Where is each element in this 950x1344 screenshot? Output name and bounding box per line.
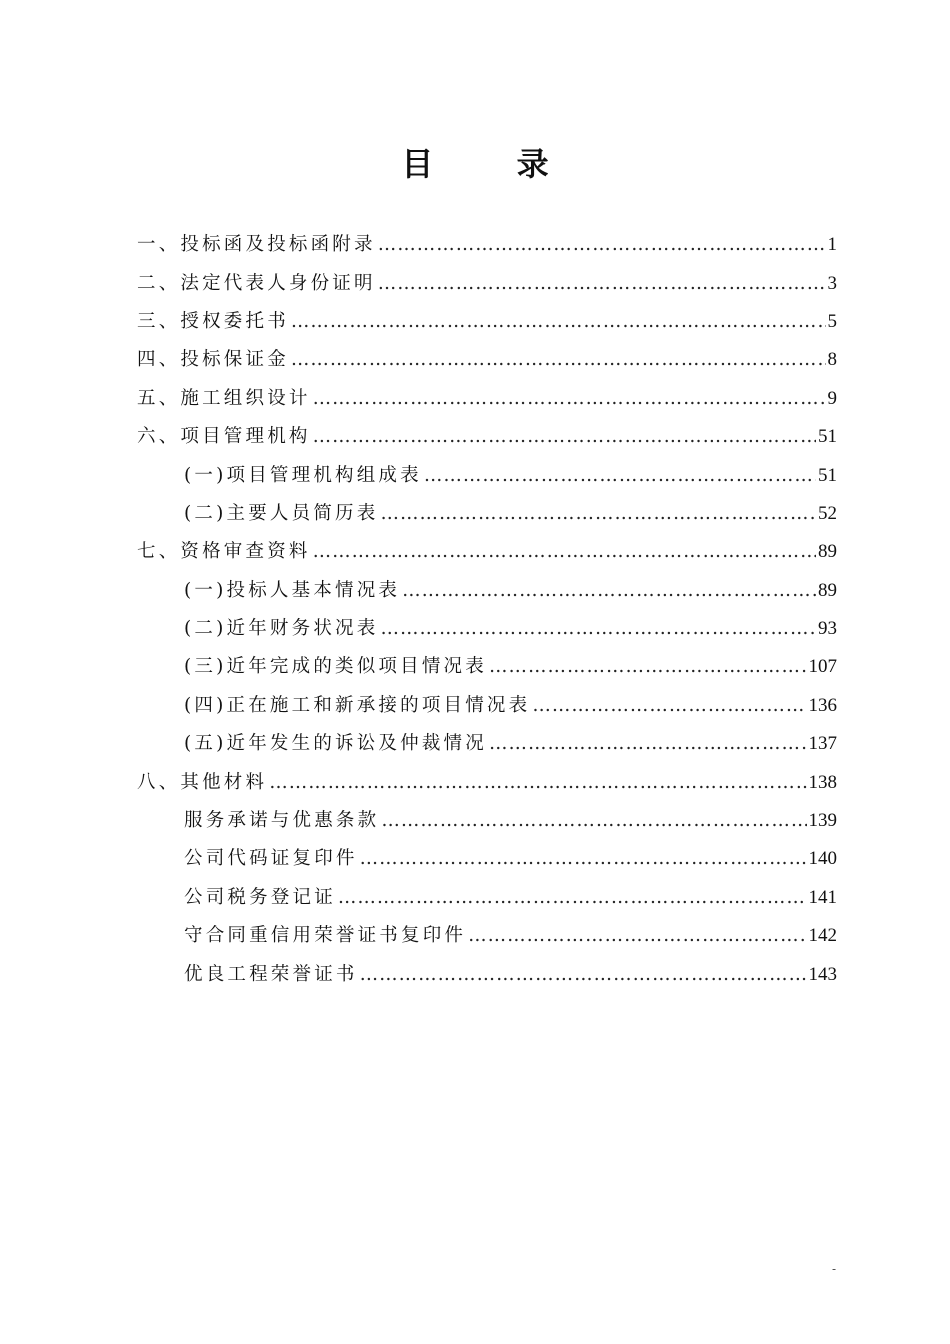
toc-entry[interactable]	[137, 648, 837, 686]
toc-dot-leader	[291, 310, 826, 334]
toc-entry-page: 136	[808, 694, 837, 716]
toc-dot-leader	[360, 847, 807, 871]
toc-dot-leader	[402, 579, 816, 603]
toc-entry-page: 1	[827, 234, 837, 256]
toc-entry[interactable]	[137, 533, 837, 571]
toc-entry-label: (五)近年发生的诉讼及仲裁情况	[184, 733, 487, 755]
toc-entry-label: 四、投标保证金	[137, 349, 289, 371]
toc-entry-label: 六、项目管理机构	[137, 426, 311, 448]
toc-entry[interactable]	[137, 879, 837, 917]
toc-entry[interactable]	[137, 264, 837, 302]
toc-entry[interactable]	[137, 456, 837, 494]
toc-dot-leader	[532, 694, 806, 718]
toc-entry-page: 143	[808, 963, 837, 985]
toc-entry[interactable]	[137, 687, 837, 725]
toc-entry-label: 服务承诺与优惠条款	[184, 810, 380, 832]
toc-entry[interactable]	[137, 725, 837, 763]
toc-entry-page: 93	[818, 618, 837, 640]
toc-entry-page: 5	[827, 310, 837, 332]
toc-entry-page: 139	[808, 810, 837, 832]
toc-entry[interactable]	[137, 917, 837, 955]
toc-entry[interactable]	[137, 303, 837, 341]
toc-entry-label: 守合同重信用荣誉证书复印件	[184, 925, 467, 947]
toc-entry-page: 138	[808, 771, 837, 793]
toc-dot-leader	[489, 655, 807, 679]
toc-entry-label: 公司代码证复印件	[184, 848, 358, 870]
toc-entry-label: (一)项目管理机构组成表	[184, 464, 422, 486]
toc-entry-page: 8	[827, 349, 837, 371]
toc-dot-leader	[313, 387, 826, 411]
toc-entry[interactable]	[137, 840, 837, 878]
toc-entry-page: 142	[808, 925, 837, 947]
toc-entry-page: 107	[808, 656, 837, 678]
toc-entry-label: (二)近年财务状况表	[184, 618, 379, 640]
toc-entry-page: 51	[818, 464, 837, 486]
toc-entry[interactable]	[137, 418, 837, 456]
toc-dot-leader	[378, 272, 826, 296]
toc-entry-label: 八、其他材料	[137, 771, 268, 793]
toc-entry[interactable]	[137, 802, 837, 840]
toc-entry[interactable]	[137, 763, 837, 801]
toc-entry-label: (四)正在施工和新承接的项目情况表	[184, 694, 531, 716]
toc-entry-page: 51	[818, 426, 837, 448]
toc-entry-label: 一、投标函及投标函附录	[137, 234, 376, 256]
toc-entry[interactable]	[137, 572, 837, 610]
toc-entry-label: 二、法定代表人身份证明	[137, 272, 376, 294]
toc-dot-leader	[378, 233, 826, 257]
toc-dot-leader	[291, 348, 826, 372]
toc-entry-label: 优良工程荣誉证书	[184, 963, 358, 985]
toc-entry-page: 52	[818, 502, 837, 524]
toc-entry[interactable]	[137, 341, 837, 379]
toc-entry-page: 89	[818, 579, 837, 601]
table-of-contents	[137, 226, 837, 994]
toc-dot-leader	[381, 809, 806, 833]
toc-entry[interactable]	[137, 955, 837, 993]
toc-entry[interactable]	[137, 610, 837, 648]
toc-entry-label: 五、施工组织设计	[137, 387, 311, 409]
toc-entry-page: 89	[818, 541, 837, 563]
toc-entry-page: 137	[808, 733, 837, 755]
toc-dot-leader	[360, 963, 807, 987]
toc-entry[interactable]	[137, 226, 837, 264]
toc-entry-page: 140	[808, 848, 837, 870]
toc-dot-leader	[489, 732, 807, 756]
toc-dot-leader	[468, 924, 806, 948]
toc-entry-label: 七、资格审查资料	[137, 541, 311, 563]
toc-entry-label: 三、授权委托书	[137, 310, 289, 332]
toc-dot-leader	[424, 464, 816, 488]
toc-entry-label: (二)主要人员简历表	[184, 502, 379, 524]
toc-entry-page: 3	[827, 272, 837, 294]
toc-dot-leader	[313, 540, 816, 564]
toc-dot-leader	[380, 617, 816, 641]
toc-entry-label: 公司税务登记证	[184, 886, 336, 908]
toc-entry-page: 9	[827, 387, 837, 409]
toc-dot-leader	[380, 502, 816, 526]
toc-dot-leader	[269, 771, 806, 795]
toc-entry-label: (三)近年完成的类似项目情况表	[184, 656, 487, 678]
toc-dot-leader	[338, 886, 807, 910]
toc-entry-page: 141	[808, 886, 837, 908]
toc-entry[interactable]	[137, 380, 837, 418]
toc-dot-leader	[313, 425, 816, 449]
page-title: 目 录	[401, 145, 585, 183]
toc-entry[interactable]	[137, 495, 837, 533]
toc-entry-label: (一)投标人基本情况表	[184, 579, 401, 601]
page-footer-mark: -	[832, 1262, 837, 1276]
